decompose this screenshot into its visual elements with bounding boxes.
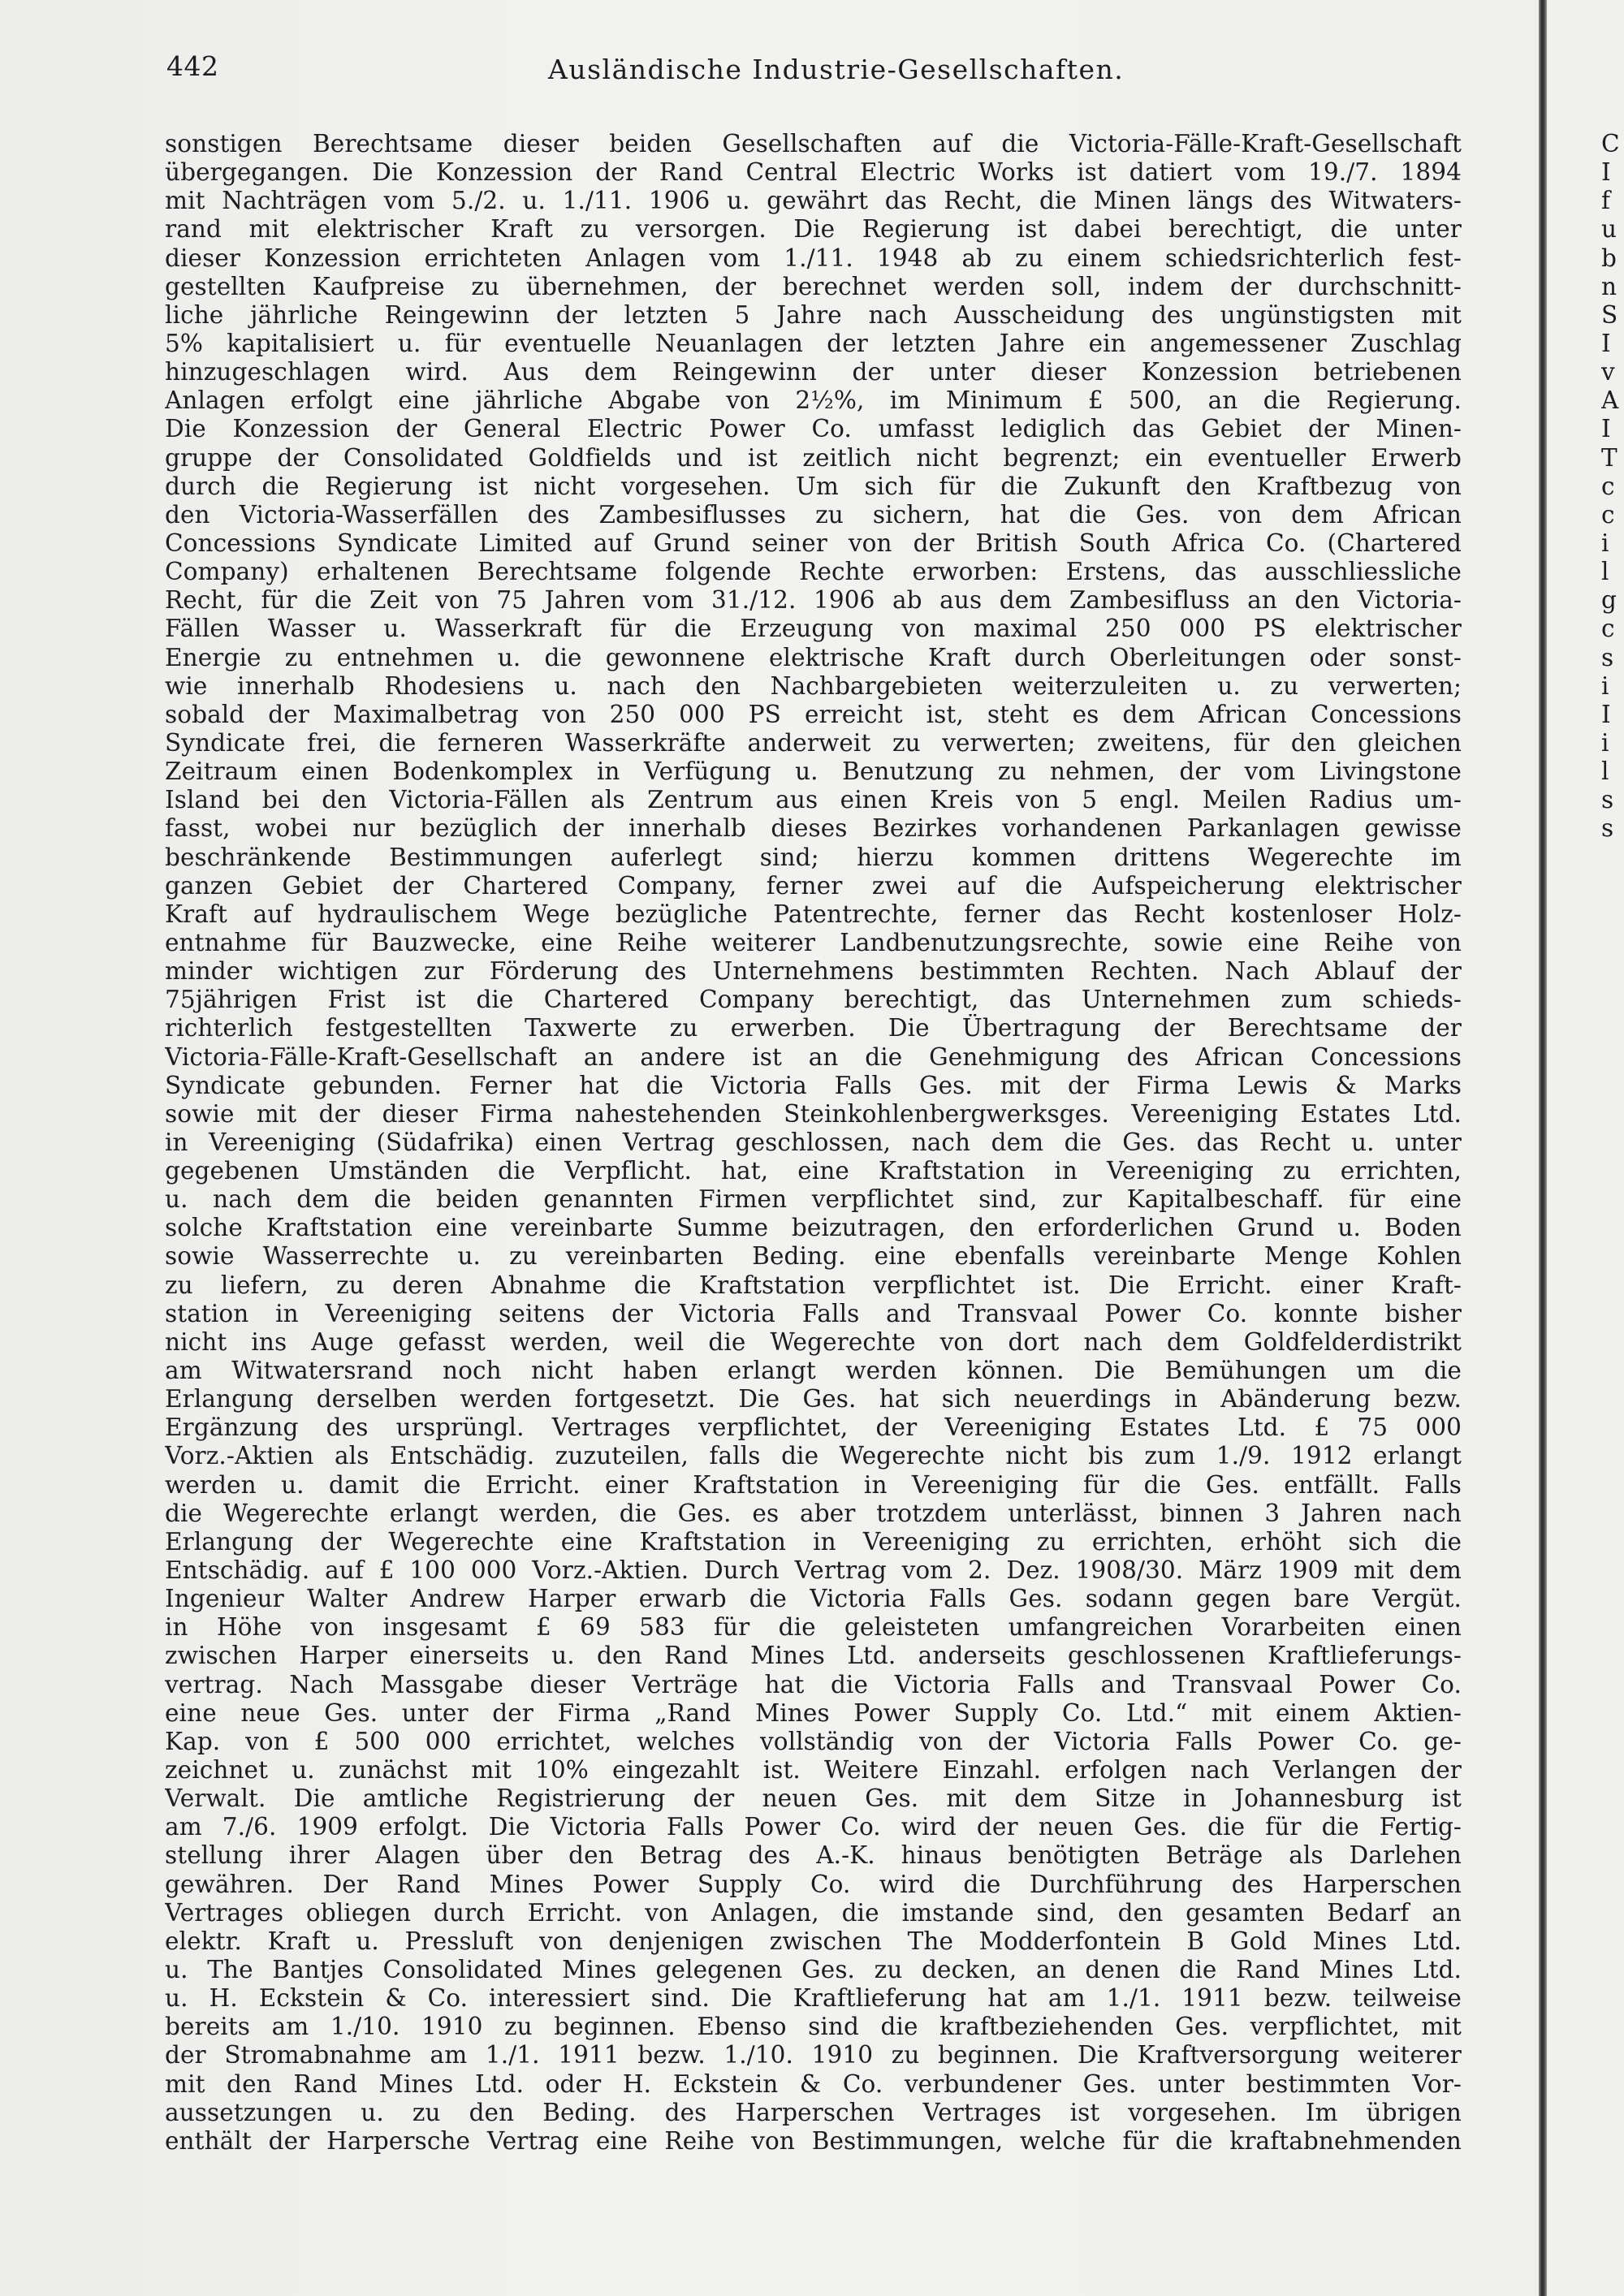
- body-text: [165, 130, 1462, 2156]
- page-header: [166, 50, 1466, 99]
- text-line: gegebenen Umständen die Verpflicht. hat, eine Kraftstation in Vereeniging zu errichten,: [165, 1157, 1462, 1185]
- text-line: Recht, für die Zeit von 75 Jahren vom 31./12. 1906 ab aus dem Zambesifluss an den Victoria-: [165, 586, 1462, 615]
- facing-page-letter: I: [1601, 158, 1611, 187]
- facing-page-letter: l: [1601, 757, 1609, 786]
- text-line: Verwalt. Die amtliche Registrierung der neuen Ges. mit dem Sitze in Johannesburg ist: [165, 1785, 1462, 1813]
- text-line: Victoria-Fälle-Kraft-Gesellschaft an andere ist an die Genehmigung des African Concessions: [165, 1042, 1462, 1071]
- text-line: Zeitraum einen Bodenkomplex in Verfügung u. Benutzung zu nehmen, der vom Livingstone: [165, 757, 1462, 786]
- text-line: zu liefern, zu deren Abnahme die Kraftstation verpflichtet ist. Die Erricht. einer Kraft-: [165, 1271, 1462, 1299]
- text-line: stellung ihrer Alagen über den Betrag des A.-K. hinaus benötigten Beträge als Darlehen: [165, 1841, 1462, 1870]
- text-line: entnahme für Bauzwecke, eine Reihe weiterer Landbenutzungsrechte, sowie eine Reihe von: [165, 928, 1462, 956]
- facing-page-letter: b: [1601, 244, 1617, 272]
- facing-page-letter: n: [1601, 272, 1617, 300]
- facing-page-letter: c: [1601, 472, 1615, 500]
- text-line: vertrag. Nach Massgabe dieser Verträge hat die Victoria Falls and Transvaal Power Co.: [165, 1670, 1462, 1698]
- text-line: durch die Regierung ist nicht vorgesehen. Um sich für die Zukunft den Kraftbezug von: [165, 472, 1462, 500]
- text-line: wie innerhalb Rhodesiens u. nach den Nachbargebieten weiterzuleiten u. zu verwerten;: [165, 671, 1462, 700]
- text-line: hinzugeschlagen wird. Aus dem Reingewinn der unter dieser Konzession betriebenen: [165, 358, 1462, 386]
- text-line: aussetzungen u. zu den Beding. des Harperschen Vertrages ist vorgesehen. Im übrigen: [165, 2098, 1462, 2126]
- text-line: ganzen Gebiet der Chartered Company, ferner zwei auf die Aufspeicherung elektrischer: [165, 871, 1462, 900]
- text-line: in Höhe von insgesamt £ 69 583 für die geleisteten umfangreichen Vorarbeiten einen: [165, 1613, 1462, 1642]
- facing-page-letter: i: [1601, 671, 1609, 700]
- book-gutter: [1539, 0, 1547, 2296]
- text-line: u. nach dem die beiden genannten Firmen verpflichtet sind, zur Kapitalbeschaff. für eine: [165, 1185, 1462, 1214]
- facing-page-letter: I: [1601, 700, 1611, 728]
- text-line: Energie zu entnehmen u. die gewonnene elektrische Kraft durch Oberleitungen oder sonst-: [165, 643, 1462, 671]
- facing-page-letter: s: [1601, 643, 1614, 671]
- facing-page-letter: c: [1601, 615, 1615, 643]
- text-line: liche jährliche Reingewinn der letzten 5 Jahre nach Ausscheidung des ungünstigsten mit: [165, 300, 1462, 329]
- text-line: Die Konzession der General Electric Power Co. umfasst lediglich das Gebiet der Minen-: [165, 415, 1462, 443]
- text-line: Vertrages obliegen durch Erricht. von Anlagen, die imstande sind, den gesamten Bedarf an: [165, 1898, 1462, 1927]
- page-number: 442: [166, 50, 219, 82]
- facing-page-letter: C: [1601, 130, 1620, 158]
- facing-page-letter: S: [1601, 300, 1618, 329]
- text-line: zwischen Harper einerseits u. den Rand Mines Ltd. anderseits geschlossenen Kraftlieferungs-: [165, 1642, 1462, 1670]
- text-line: Erlangung der Wegerechte eine Kraftstation in Vereeniging zu errichten, erhöht sich die: [165, 1527, 1462, 1556]
- text-line: eine neue Ges. unter der Firma „Rand Mines Power Supply Co. Ltd.“ mit einem Aktien-: [165, 1698, 1462, 1727]
- text-line: Island bei den Victoria-Fällen als Zentrum aus einen Kreis von 5 engl. Meilen Radius um-: [165, 786, 1462, 814]
- text-line: 75jährigen Frist ist die Chartered Company berechtigt, das Unternehmen zum schieds-: [165, 986, 1462, 1014]
- text-line: sobald der Maximalbetrag von 250 000 PS erreicht ist, steht es dem African Concessions: [165, 700, 1462, 728]
- text-line: rand mit elektrischer Kraft zu versorgen. Die Regierung ist dabei berechtigt, die unter: [165, 215, 1462, 244]
- text-line: Vorz.-Aktien als Entschädig. zuzuteilen, falls die Wegerechte nicht bis zum 1./9. 1912 erlangt: [165, 1442, 1462, 1470]
- text-line: Anlagen erfolgt eine jährliche Abgabe von 2½%, im Minimum £ 500, an die Regierung.: [165, 386, 1462, 415]
- text-line: Syndicate frei, die ferneren Wasserkräfte anderweit zu verwerten; zweitens, für den gleichen: [165, 728, 1462, 757]
- text-line: u. H. Eckstein & Co. interessiert sind. Die Kraftlieferung hat am 1./1. 1911 bezw. teilweise: [165, 1984, 1462, 2013]
- text-line: u. The Bantjes Consolidated Mines gelegenen Ges. zu decken, an denen die Rand Mines Ltd.: [165, 1956, 1462, 1983]
- facing-page-letter: l: [1601, 558, 1609, 586]
- text-line: solche Kraftstation eine vereinbarte Summe beizutragen, den erforderlichen Grund u. Boden: [165, 1214, 1462, 1242]
- text-line: in Vereeniging (Südafrika) einen Vertrag geschlossen, nach dem die Ges. das Recht u. unter: [165, 1128, 1462, 1156]
- text-line: dieser Konzession errichteten Anlagen vom 1./11. 1948 ab zu einem schiedsrichterlich fest-: [165, 244, 1462, 272]
- text-line: fasst, wobei nur bezüglich der innerhalb dieses Bezirkes vorhandenen Parkanlagen gewisse: [165, 814, 1462, 843]
- facing-page-letter: f: [1601, 187, 1610, 215]
- text-line: Kap. von £ 500 000 errichtet, welches vollständig von der Victoria Falls Power Co. ge-: [165, 1727, 1462, 1755]
- facing-page-letter: i: [1601, 529, 1609, 557]
- text-line: gruppe der Consolidated Goldfields und ist zeitlich nicht begrenzt; ein eventueller Erwerb: [165, 443, 1462, 472]
- text-line: mit den Rand Mines Ltd. oder H. Eckstein & Co. verbundener Ges. unter bestimmten Vor-: [165, 2069, 1462, 2098]
- facing-page-letter: v: [1601, 358, 1615, 386]
- text-line: Ergänzung des ursprüngl. Vertrages verpflichtet, der Vereeniging Estates Ltd. £ 75 000: [165, 1413, 1462, 1442]
- text-line: gewähren. Der Rand Mines Power Supply Co. wird die Durchführung des Harperschen: [165, 1870, 1462, 1898]
- text-line: der Stromabnahme am 1./1. 1911 bezw. 1./10. 1910 zu beginnen. Die Kraftversorgung weiterer: [165, 2041, 1462, 2069]
- text-line: am 7./6. 1909 erfolgt. Die Victoria Falls Power Co. wird der neuen Ges. die für die Fertig-: [165, 1813, 1462, 1841]
- text-line: Erlangung derselben werden fortgesetzt. Die Ges. hat sich neuerdings in Abänderung bezw.: [165, 1385, 1462, 1413]
- text-line: nicht ins Auge gefasst werden, weil die Wegerechte von dort nach dem Goldfelderdistrikt: [165, 1327, 1462, 1356]
- facing-page-letter: s: [1601, 786, 1614, 814]
- text-line: Entschädig. auf £ 100 000 Vorz.-Aktien. Durch Vertrag vom 2. Dez. 1908/30. März 1909 mit dem: [165, 1556, 1462, 1585]
- text-line: Kraft auf hydraulischem Wege bezügliche Patentrechte, ferner das Recht kostenloser Holz-: [165, 900, 1462, 928]
- text-line: die Wegerechte erlangt werden, die Ges. es aber trotzdem unterlässt, binnen 3 Jahren nach: [165, 1499, 1462, 1527]
- text-line: mit Nachträgen vom 5./2. u. 1./11. 1906 u. gewährt das Recht, die Minen längs des Witwaters-: [165, 187, 1462, 215]
- text-line: 5% kapitalisiert u. für eventuelle Neuanlagen der letzten Jahre ein angemessener Zuschlag: [165, 329, 1462, 357]
- text-line: zeichnet u. zunächst mit 10% eingezahlt ist. Weitere Einzahl. erfolgen nach Verlangen der: [165, 1756, 1462, 1785]
- text-line: elektr. Kraft u. Pressluft von denjenigen zwischen The Modderfontein B Gold Mines Ltd.: [165, 1927, 1462, 1955]
- facing-page-letter: I: [1601, 415, 1611, 443]
- text-line: Company) erhaltenen Berechtsame folgende Rechte erworben: Erstens, das ausschliessliche: [165, 558, 1462, 586]
- text-line: Syndicate gebunden. Ferner hat die Victoria Falls Ges. mit der Firma Lewis & Marks: [165, 1071, 1462, 1099]
- facing-page-letter: s: [1601, 814, 1614, 843]
- text-line: Concessions Syndicate Limited auf Grund seiner von der British South Africa Co. (Chartered: [165, 529, 1462, 557]
- facing-page-letter: T: [1601, 443, 1618, 472]
- running-title: Ausländische Industrie-Gesellschaften.: [548, 54, 1125, 85]
- text-line: station in Vereeniging seitens der Victoria Falls and Transvaal Power Co. konnte bisher: [165, 1299, 1462, 1327]
- text-line: am Witwatersrand noch nicht haben erlangt werden können. Die Bemühungen um die: [165, 1357, 1462, 1385]
- text-line: sonstigen Berechtsame dieser beiden Gesellschaften auf die Victoria-Fälle-Kraft-Gesellschaft: [165, 130, 1462, 158]
- text-line: gestellten Kaufpreise zu übernehmen, der berechnet werden soll, indem der durchschnitt-: [165, 272, 1462, 300]
- text-line: beschränkende Bestimmungen auferlegt sind; hierzu kommen drittens Wegerechte im: [165, 843, 1462, 871]
- facing-page-letter: c: [1601, 500, 1615, 529]
- text-line: übergegangen. Die Konzession der Rand Central Electric Works ist datiert vom 19./7. 1894: [165, 158, 1462, 187]
- text-line: minder wichtigen zur Förderung des Unternehmens bestimmten Rechten. Nach Ablauf der: [165, 957, 1462, 986]
- text-line: den Victoria-Wasserfällen des Zambesiflusses zu sichern, hat die Ges. von dem African: [165, 500, 1462, 529]
- facing-page-letters: [1601, 130, 1624, 844]
- facing-page-letter: g: [1601, 586, 1617, 615]
- text-line: werden u. damit die Erricht. einer Kraftstation in Vereeniging für die Ges. entfällt. Falls: [165, 1470, 1462, 1499]
- facing-page-letter: I: [1601, 329, 1611, 357]
- text-line: Fällen Wasser u. Wasserkraft für die Erzeugung von maximal 250 000 PS elektrischer: [165, 615, 1462, 643]
- text-line: richterlich festgestellten Taxwerte zu erwerben. Die Übertragung der Berechtsame der: [165, 1014, 1462, 1042]
- text-line: sowie Wasserrechte u. zu vereinbarten Beding. eine ebenfalls vereinbarte Menge Kohlen: [165, 1242, 1462, 1271]
- facing-page-letter: u: [1601, 215, 1617, 244]
- text-line: sowie mit der dieser Firma nahestehenden Steinkohlenbergwerksges. Vereeniging Estates Ltd.: [165, 1099, 1462, 1128]
- text-line: bereits am 1./10. 1910 zu beginnen. Ebenso sind die kraftbeziehenden Ges. verpflichtet, mit: [165, 2013, 1462, 2041]
- facing-page-letter: A: [1601, 386, 1619, 415]
- facing-page-letter: i: [1601, 728, 1609, 757]
- text-line: enthält der Harpersche Vertrag eine Reihe von Bestimmungen, welche für die kraftabnehmenden: [165, 2126, 1462, 2155]
- text-line: Ingenieur Walter Andrew Harper erwarb die Victoria Falls Ges. sodann gegen bare Vergüt.: [165, 1585, 1462, 1613]
